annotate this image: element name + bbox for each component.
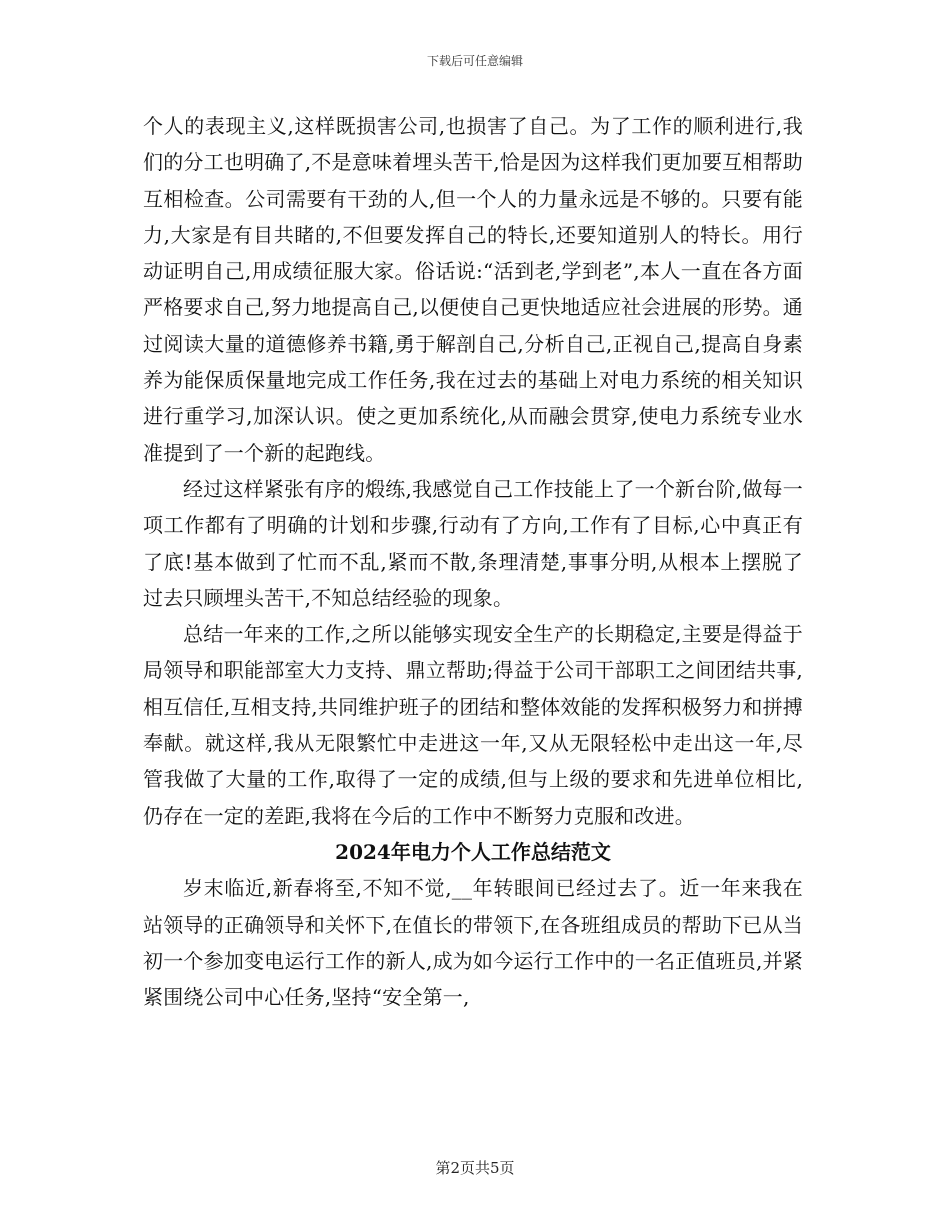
page-footer-number: 第2页共5页 — [435, 1159, 515, 1177]
body-paragraph-2: 经过这样紧张有序的煅练,我感觉自己工作技能上了一个新台阶,做每一项工作都有了明确的计划和步骤,行动有了方向,工作有了目标,心中真正有了底!基本做到了忙而不乱,紧而不散,条理清楚,事事分明,从根本上摆脱了过去只顾埋头苦干,不知总结经验的现象。 — [143, 476, 803, 610]
body-paragraph-3: 总结一年来的工作,之所以能够实现安全生产的长期稳定,主要是得益于局领导和职能部室大力支持、鼎立帮助;得益于公司干部职工之间团结共事,相互信任,互相支持,共同维护班子的团结和整体效能的发挥积极努力和拼搏奉献。就这样,我从无限繁忙中走进这一年,又从无限轻松中走出这一年,尽管我做了大量的工作,取得了一定的成绩,但与上级的要求和先进单位相比,仍存在一定的差距,我将在今后的工作中不断努力克服和改进。 — [143, 622, 803, 828]
section-paragraph: 岁末临近,新春将至,不知不觉,__年转眼间已经过去了。近一年来我在站领导的正确领导和关怀下,在值长的带领下,在各班组成员的帮助下已从当初一个参加变电运行工作的新人,成为如今运行工作中的一名正值班员,并紧紧围绕公司中心任务,坚持“安全第一, — [143, 876, 803, 1010]
section-title: 2024年电力个人工作总结范文 — [335, 839, 611, 864]
document-body — [143, 108, 803, 1015]
page-header-note: 下载后可任意编辑 — [426, 54, 523, 68]
body-paragraph-1: 个人的表现主义,这样既损害公司,也损害了自己。为了工作的顺利进行,我们的分工也明确了,不是意味着埋头苦干,恰是因为这样我们更加要互相帮助互相检查。公司需要有干劲的人,但一个人的力量永远是不够的。只要有能力,大家是有目共睹的,不但要发挥自己的特长,还要知道别人的特长。用行动证明自己,用成绩征服大家。俗话说:“活到老,学到老”,本人一直在各方面严格要求自己,努力地提高自己,以便使自己更快地适应社会进展的形势。通过阅读大量的道德修养书籍,勇于解剖自己,分析自己,正视自己,提高自身素养为能保质保量地完成工作任务,我在过去的基础上对电力系统的相关知识进行重学习,加深认识。使之更加系统化,从而融会贯穿,使电力系统专业水准提到了一个新的起跑线。 — [143, 114, 803, 465]
